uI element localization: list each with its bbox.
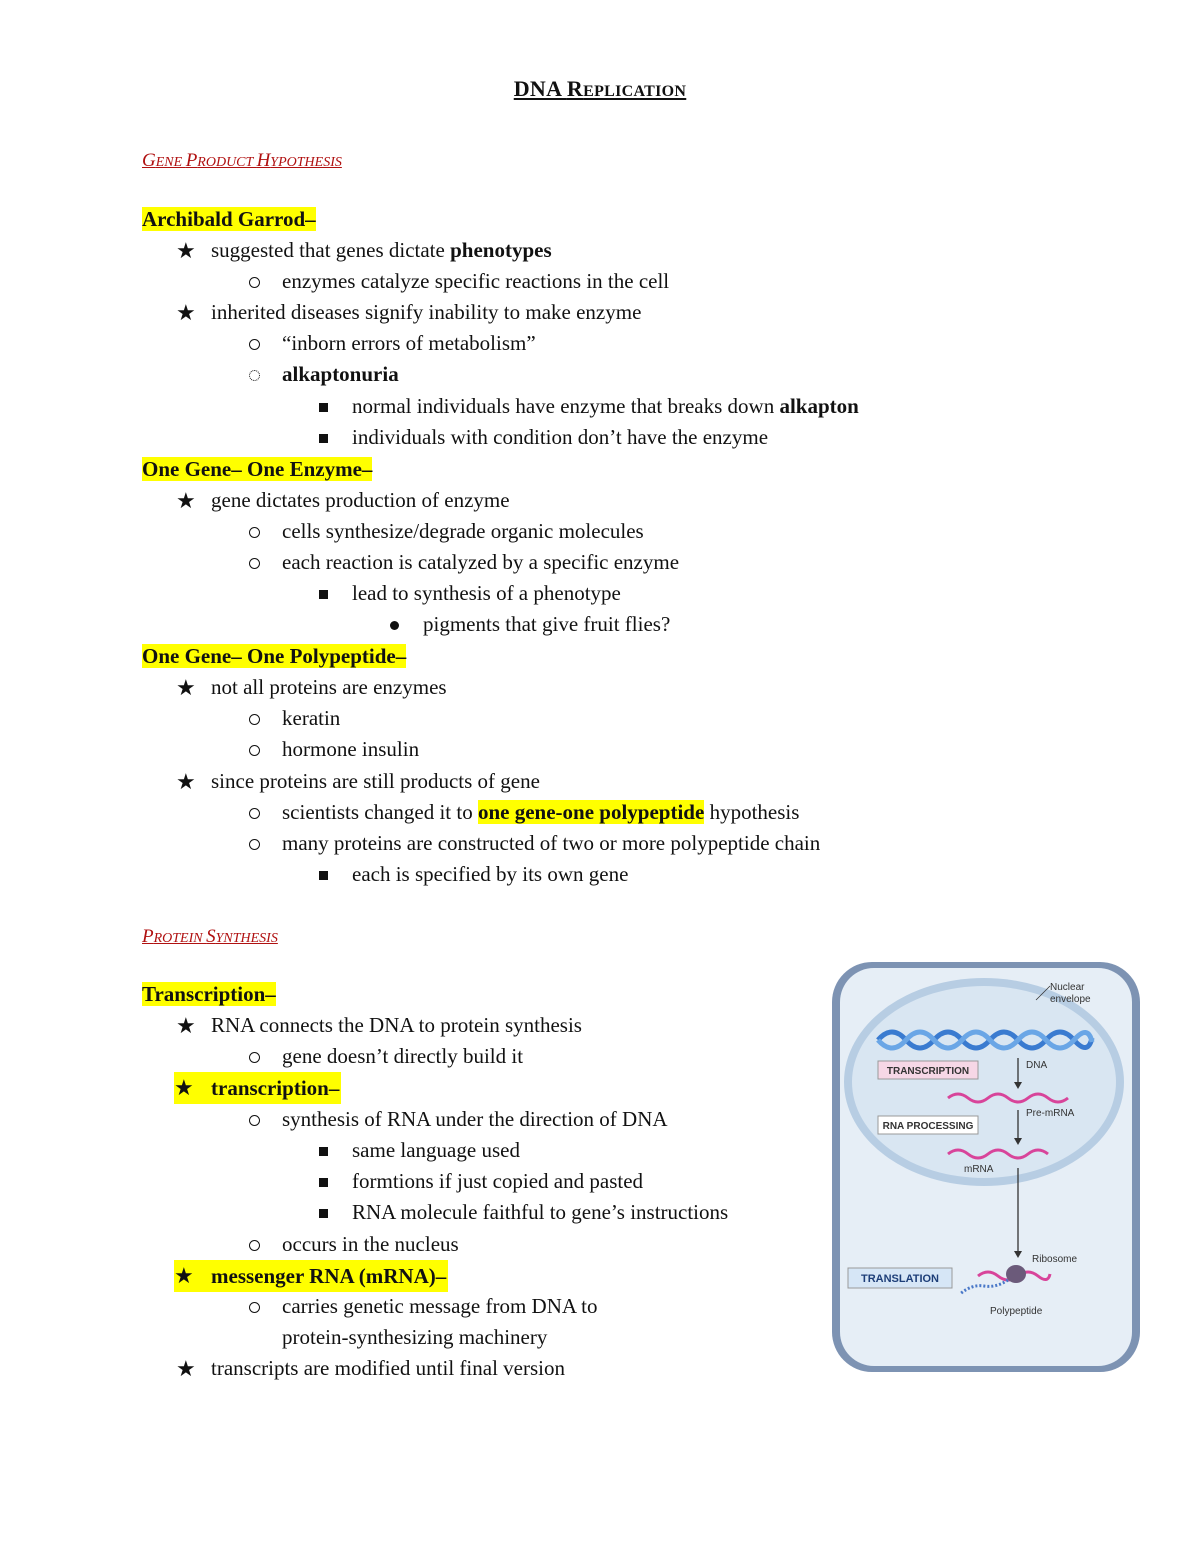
square-bullet-icon bbox=[319, 871, 328, 880]
list-item: ★ transcripts are modified until final version bbox=[0, 1353, 820, 1384]
circle-bullet-icon bbox=[249, 1115, 260, 1126]
list-item: carries genetic message from DNA to bbox=[0, 1291, 820, 1322]
protein-synthesis-diagram bbox=[828, 958, 1144, 1376]
list-item: each reaction is catalyzed by a specific enzyme bbox=[0, 547, 1200, 578]
star-bullet-icon: ★ bbox=[176, 1356, 196, 1381]
transcription-label: TRANSCRIPTION bbox=[886, 1066, 970, 1077]
list-item: many proteins are constructed of two or more polypeptide chain bbox=[0, 828, 1200, 859]
list-item: ★ RNA connects the DNA to protein synthesis bbox=[0, 1010, 820, 1041]
list-item-continuation: protein-synthesizing machinery bbox=[282, 1325, 548, 1349]
section-heading-protein-synthesis: PROTEIN SYNTHESIS bbox=[142, 926, 278, 947]
square-bullet-icon bbox=[319, 1209, 328, 1218]
star-bullet-icon: ★ bbox=[176, 238, 196, 263]
mrna-label: mRNA bbox=[964, 1164, 994, 1175]
square-bullet-icon bbox=[319, 590, 328, 599]
circle-bullet-icon bbox=[249, 839, 260, 850]
list-item: “inborn errors of metabolism” bbox=[0, 328, 1200, 359]
section-heading-gene-product: GENE PRODUCT HYPOTHESIS bbox=[142, 150, 342, 171]
star-bullet-icon: ★ bbox=[176, 769, 196, 794]
garrod-heading: Archibald Garrod– bbox=[142, 207, 316, 231]
circle-bullet-icon bbox=[249, 277, 260, 288]
list-item: occurs in the nucleus bbox=[0, 1229, 820, 1260]
circle-bullet-icon bbox=[249, 1240, 260, 1251]
star-bullet-icon: ★ bbox=[176, 1013, 196, 1038]
list-item: ★ transcription– bbox=[0, 1072, 820, 1103]
star-bullet-icon: ★ bbox=[174, 1075, 194, 1100]
nuclear-envelope-label-1: Nuclear bbox=[1050, 982, 1085, 993]
ribosome-icon bbox=[1006, 1265, 1026, 1283]
nuclear-envelope-label-2: envelope bbox=[1050, 994, 1091, 1005]
list-item: ★ suggested that genes dictate phenotypes bbox=[0, 235, 1200, 266]
star-bullet-icon: ★ bbox=[176, 675, 196, 700]
one-gene-one-enzyme-heading: One Gene– One Enzyme– bbox=[142, 457, 373, 481]
list-item: enzymes catalyze specific reactions in the cell bbox=[0, 266, 1200, 297]
transcription-heading: Transcription– bbox=[142, 982, 276, 1006]
list-item: alkaptonuria bbox=[0, 359, 1200, 390]
circle-bullet-icon bbox=[249, 527, 260, 538]
list-item: each is specified by its own gene bbox=[0, 859, 1200, 890]
nucleus-interior bbox=[852, 986, 1116, 1178]
dna-label: DNA bbox=[1026, 1060, 1048, 1071]
list-item: ★ since proteins are still products of gene bbox=[0, 766, 1200, 797]
list-item: RNA molecule faithful to gene’s instructions bbox=[0, 1197, 820, 1228]
list-item: ★ inherited diseases signify inability to make enzyme bbox=[0, 297, 1200, 328]
translation-label: TRANSLATION bbox=[860, 1273, 940, 1285]
diagram-svg bbox=[828, 958, 1144, 1376]
list-item: normal individuals have enzyme that breaks down alkapton bbox=[0, 391, 1200, 422]
dot-bullet-icon bbox=[390, 621, 399, 630]
polypeptide-label: Polypeptide bbox=[990, 1306, 1043, 1317]
square-bullet-icon bbox=[319, 434, 328, 443]
list-item: ★ messenger RNA (mRNA)– bbox=[0, 1260, 820, 1291]
star-bullet-icon: ★ bbox=[174, 1263, 194, 1288]
star-bullet-icon: ★ bbox=[176, 488, 196, 513]
list-item: keratin bbox=[0, 703, 1200, 734]
list-item: hormone insulin bbox=[0, 734, 1200, 765]
circle-bullet-icon bbox=[249, 558, 260, 569]
list-item: same language used bbox=[0, 1135, 820, 1166]
square-bullet-icon bbox=[319, 1147, 328, 1156]
circle-bullet-icon bbox=[249, 1052, 260, 1063]
list-item: pigments that give fruit flies? bbox=[0, 609, 1200, 640]
circle-bullet-icon bbox=[249, 808, 260, 819]
circle-bullet-icon bbox=[249, 1302, 260, 1313]
ribosome-label: Ribosome bbox=[1032, 1254, 1078, 1265]
circle-bullet-icon bbox=[249, 745, 260, 756]
list-item: ★ gene dictates production of enzyme bbox=[0, 485, 1200, 516]
list-item: individuals with condition don’t have the enzyme bbox=[0, 422, 1200, 453]
list-item: cells synthesize/degrade organic molecules bbox=[0, 516, 1200, 547]
rna-processing-label: RNA PROCESSING bbox=[882, 1121, 974, 1132]
pre-mrna-label: Pre-mRNA bbox=[1026, 1108, 1075, 1119]
square-bullet-icon bbox=[319, 1178, 328, 1187]
circle-bullet-icon bbox=[249, 714, 260, 725]
list-item: synthesis of RNA under the direction of DNA bbox=[0, 1104, 820, 1135]
circle-bullet-icon bbox=[249, 339, 260, 350]
circle-bullet-icon bbox=[249, 370, 260, 381]
square-bullet-icon bbox=[319, 403, 328, 412]
list-item: gene doesn’t directly build it bbox=[0, 1041, 820, 1072]
list-item: ★ not all proteins are enzymes bbox=[0, 672, 1200, 703]
star-bullet-icon: ★ bbox=[176, 300, 196, 325]
list-item: scientists changed it to one gene-one polypeptide hypothesis bbox=[0, 797, 1200, 828]
list-item: lead to synthesis of a phenotype bbox=[0, 578, 1200, 609]
page-title: DNA REPLICATION bbox=[513, 76, 687, 101]
one-gene-one-polypeptide-heading: One Gene– One Polypeptide– bbox=[142, 644, 407, 668]
list-item: formtions if just copied and pasted bbox=[0, 1166, 820, 1197]
